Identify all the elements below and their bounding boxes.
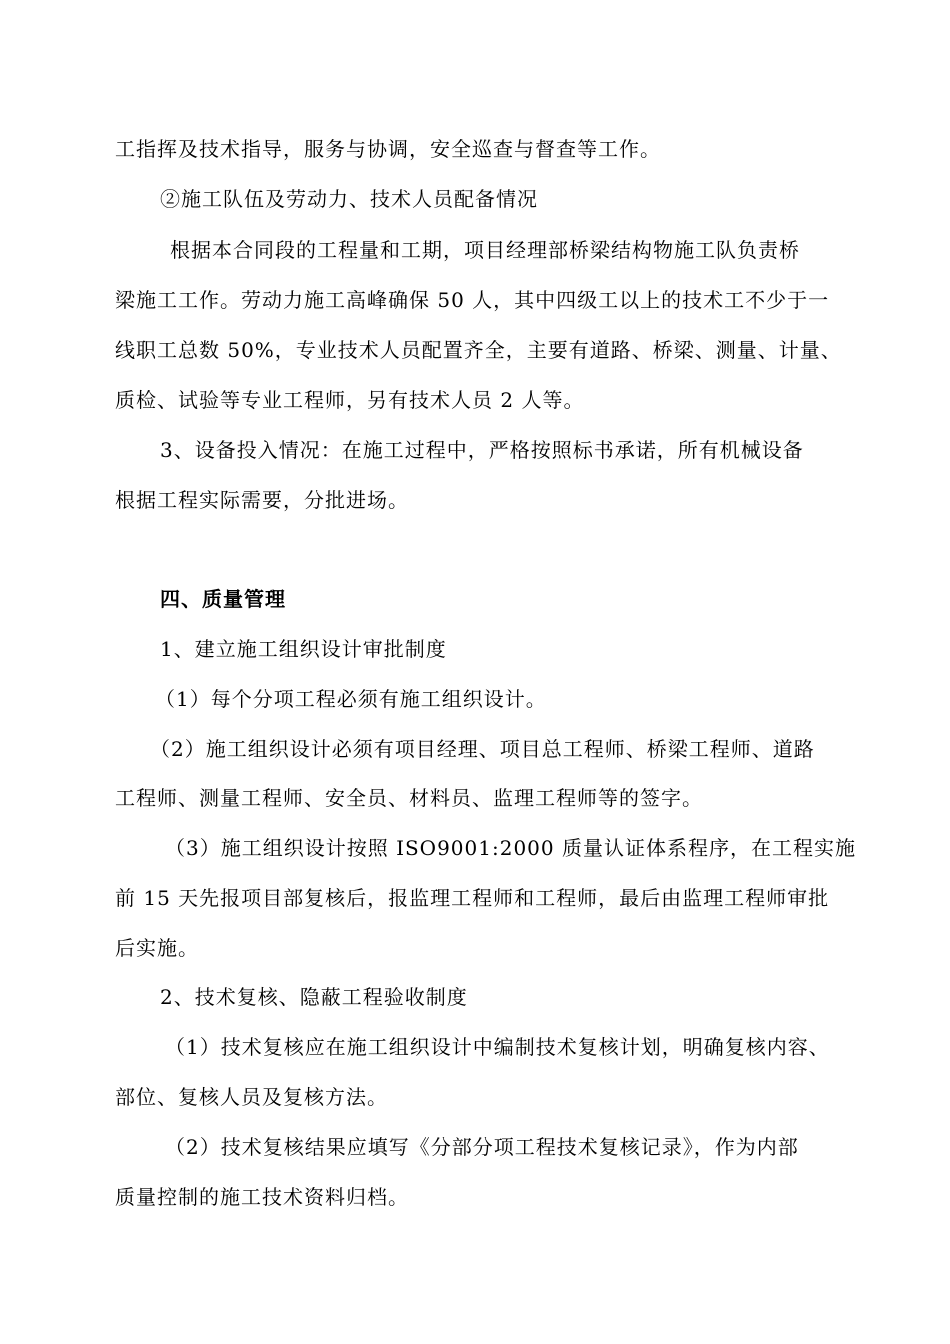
paragraph-line: 梁施工工作。劳动力施工高峰确保 50 人，其中四级工以上的技术工不少于一 <box>115 288 830 312</box>
paragraph-line: 质量控制的施工技术资料归档。 <box>115 1185 409 1209</box>
list-item: （1）技术复核应在施工组织设计中编制技术复核计划，明确复核内容、 <box>165 1035 830 1059</box>
list-item: （3）施工组织设计按照 ISO9001:2000 质量认证体系程序，在工程实施 <box>165 836 856 860</box>
subsection-heading: 2、技术复核、隐蔽工程验收制度 <box>160 985 468 1009</box>
paragraph-line: 质检、试验等专业工程师，另有技术人员 2 人等。 <box>115 388 585 412</box>
paragraph-line: ②施工队伍及劳动力、技术人员配备情况 <box>160 187 538 211</box>
paragraph-line: 根据本合同段的工程量和工期，项目经理部桥梁结构物施工队负责桥 <box>170 238 800 262</box>
paragraph-line: 根据工程实际需要，分批进场。 <box>115 488 409 512</box>
section-heading: 四、质量管理 <box>160 587 286 611</box>
list-item: （2）施工组织设计必须有项目经理、项目总工程师、桥梁工程师、道路 <box>150 737 815 761</box>
subsection-heading: 1、建立施工组织设计审批制度 <box>160 637 447 661</box>
paragraph-line: 前 15 天先报项目部复核后，报监理工程师和工程师，最后由监理工程师审批 <box>115 886 830 910</box>
paragraph-line: 后实施。 <box>115 936 199 960</box>
list-item: （2）技术复核结果应填写《分部分项工程技术复核记录》，作为内部 <box>165 1135 799 1159</box>
paragraph-line: 工程师、测量工程师、安全员、材料员、监理工程师等的签字。 <box>115 786 703 810</box>
paragraph-line: 线职工总数 50%，专业技术人员配置齐全，主要有道路、桥梁、测量、计量、 <box>115 338 842 362</box>
paragraph-line: 工指挥及技术指导，服务与协调，安全巡查与督查等工作。 <box>115 137 661 161</box>
paragraph-line: 部位、复核人员及复核方法。 <box>115 1085 388 1109</box>
paragraph-line: 3、设备投入情况：在施工过程中，严格按照标书承诺，所有机械设备 <box>160 438 804 462</box>
list-item: （1）每个分项工程必须有施工组织设计。 <box>155 687 547 711</box>
